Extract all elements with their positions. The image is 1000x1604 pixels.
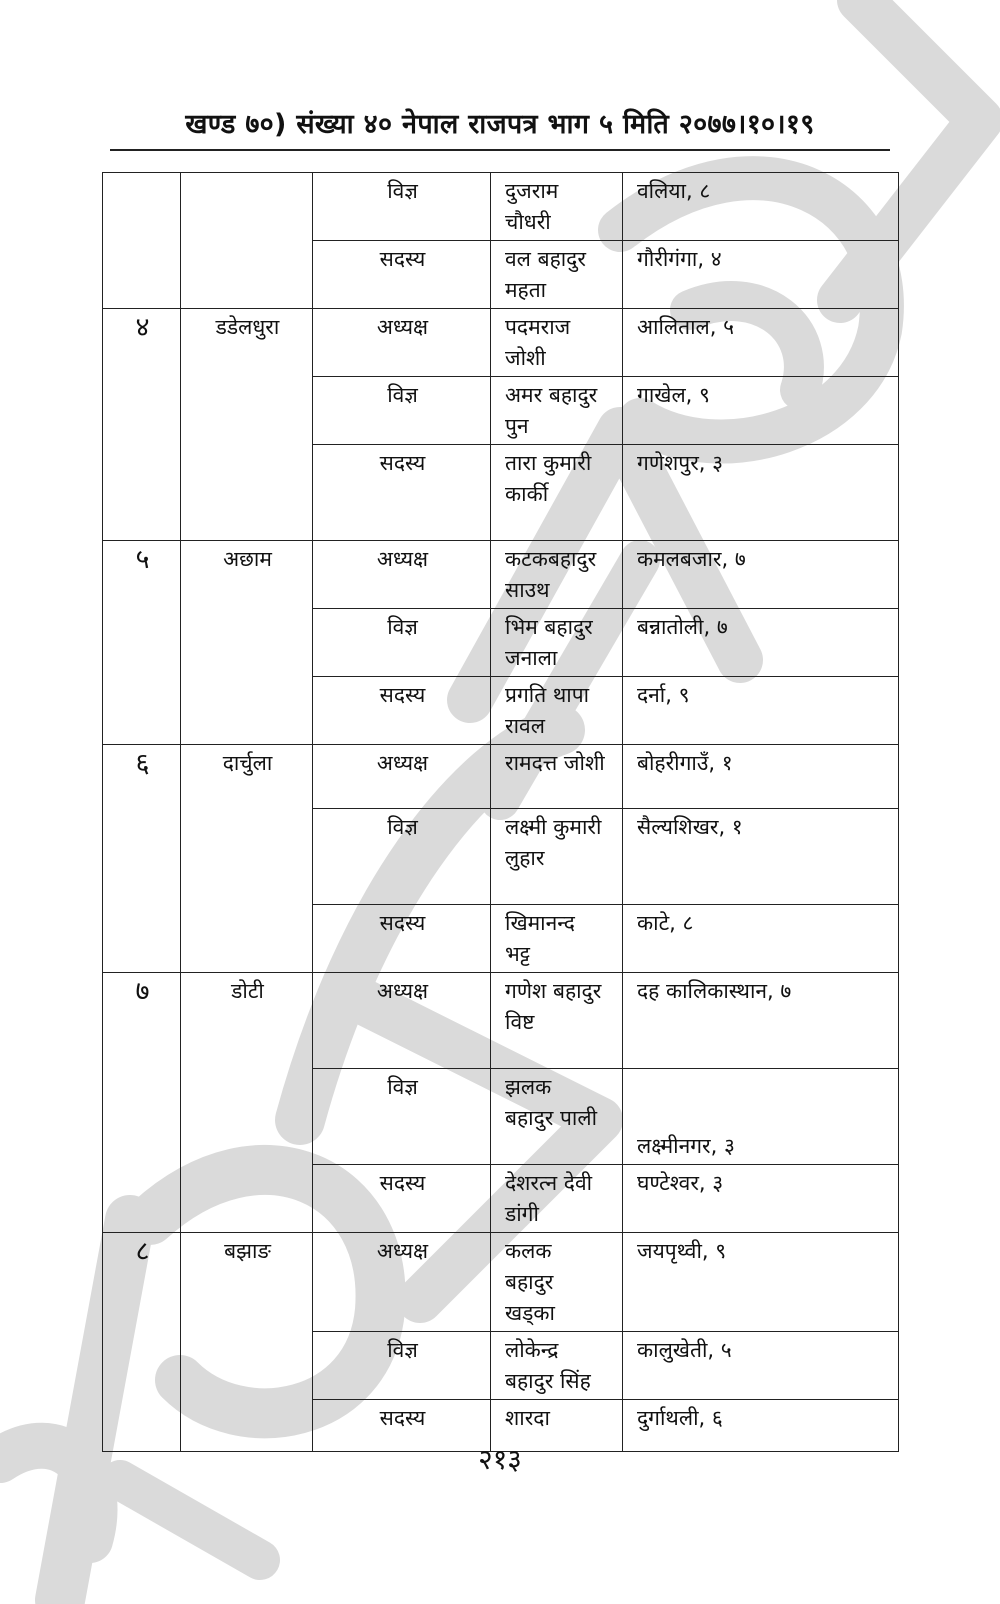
name-cell: दुजराम चौधरी	[491, 173, 623, 241]
address-cell: दुर्गाथली, ६	[623, 1400, 899, 1452]
name-cell: तारा कुमारी कार्की	[491, 445, 623, 541]
watermark-stroke	[120, 1480, 260, 1560]
page-number: २१३	[478, 1443, 522, 1476]
name-cell: रामदत्त जोशी	[491, 745, 623, 809]
role-cell: सदस्य	[313, 677, 491, 745]
address-cell: जयपृथ्वी, ९	[623, 1233, 899, 1332]
role-cell: अध्यक्ष	[313, 541, 491, 609]
name-cell: लोकेन्द्र बहादुर सिंह	[491, 1332, 623, 1400]
name-cell: कलक बहादुर खड्का	[491, 1233, 623, 1332]
address-cell: काटे, ८	[623, 905, 899, 973]
table-row	[103, 973, 899, 1069]
address-cell: गणेशपुर, ३	[623, 445, 899, 541]
name-cell: लक्ष्मी कुमारी लुहार	[491, 809, 623, 905]
sn-cell: ७	[103, 973, 181, 1233]
sn-cell	[103, 173, 181, 309]
role-cell: विज्ञ	[313, 609, 491, 677]
address-cell: दर्ना, ९	[623, 677, 899, 745]
name-cell: कटकबहादुर साउथ	[491, 541, 623, 609]
address-cell: गौरीगंगा, ४	[623, 241, 899, 309]
address-cell: सैल्यशिखर, १	[623, 809, 899, 905]
address-cell: वलिया, ८	[623, 173, 899, 241]
name-cell: शारदा	[491, 1400, 623, 1452]
district-cell: डोटी	[181, 973, 313, 1233]
address-cell: बोहरीगाउँ, १	[623, 745, 899, 809]
sn-cell: ४	[103, 309, 181, 541]
address-cell: दह कालिकास्थान, ७	[623, 973, 899, 1069]
role-cell: अध्यक्ष	[313, 973, 491, 1069]
district-cell: दार्चुला	[181, 745, 313, 973]
gazette-header: खण्ड ७०) संख्या ४० नेपाल राजपत्र भाग ५ मिति २०७७।१०।१९	[185, 109, 815, 140]
name-cell: देशरत्न देवी डांगी	[491, 1165, 623, 1233]
sn-cell: ८	[103, 1233, 181, 1452]
district-cell: बझाङ	[181, 1233, 313, 1452]
address-cell: आलिताल, ५	[623, 309, 899, 377]
table-row	[103, 745, 899, 809]
name-cell: अमर बहादुर पुन	[491, 377, 623, 445]
role-cell: सदस्य	[313, 1165, 491, 1233]
role-cell: विज्ञ	[313, 377, 491, 445]
role-cell: सदस्य	[313, 1400, 491, 1452]
name-cell: प्रगति थापा रावल	[491, 677, 623, 745]
role-cell: सदस्य	[313, 445, 491, 541]
address-cell: बन्नातोली, ७	[623, 609, 899, 677]
role-cell: विज्ञ	[313, 173, 491, 241]
sn-cell: ५	[103, 541, 181, 745]
district-cell: डडेलधुरा	[181, 309, 313, 541]
address-cell: गाखेल, ९	[623, 377, 899, 445]
role-cell: अध्यक्ष	[313, 309, 491, 377]
address-cell: कालुखेती, ५	[623, 1332, 899, 1400]
name-cell: झलक बहादुर पाली	[491, 1069, 623, 1165]
address-cell: कमलबजार, ७	[623, 541, 899, 609]
role-cell: विज्ञ	[313, 1069, 491, 1165]
table-row	[103, 541, 899, 609]
role-cell: विज्ञ	[313, 1332, 491, 1400]
table-row	[103, 309, 899, 377]
committee-table	[102, 172, 899, 1452]
role-cell: अध्यक्ष	[313, 1233, 491, 1332]
role-cell: सदस्य	[313, 241, 491, 309]
district-cell	[181, 173, 313, 309]
table-row	[103, 1233, 899, 1332]
header-rule	[110, 149, 890, 151]
name-cell: भिम बहादुर जनाला	[491, 609, 623, 677]
role-cell: अध्यक्ष	[313, 745, 491, 809]
district-cell: अछाम	[181, 541, 313, 745]
table-row	[103, 173, 899, 241]
name-cell: पदमराज जोशी	[491, 309, 623, 377]
name-cell: वल बहादुर महता	[491, 241, 623, 309]
role-cell: विज्ञ	[313, 809, 491, 905]
name-cell: खिमानन्द भट्ट	[491, 905, 623, 973]
address-cell: लक्ष्मीनगर, ३	[623, 1069, 899, 1165]
address-cell: घण्टेश्वर, ३	[623, 1165, 899, 1233]
name-cell: गणेश बहादुर विष्ट	[491, 973, 623, 1069]
role-cell: सदस्य	[313, 905, 491, 973]
sn-cell: ६	[103, 745, 181, 973]
